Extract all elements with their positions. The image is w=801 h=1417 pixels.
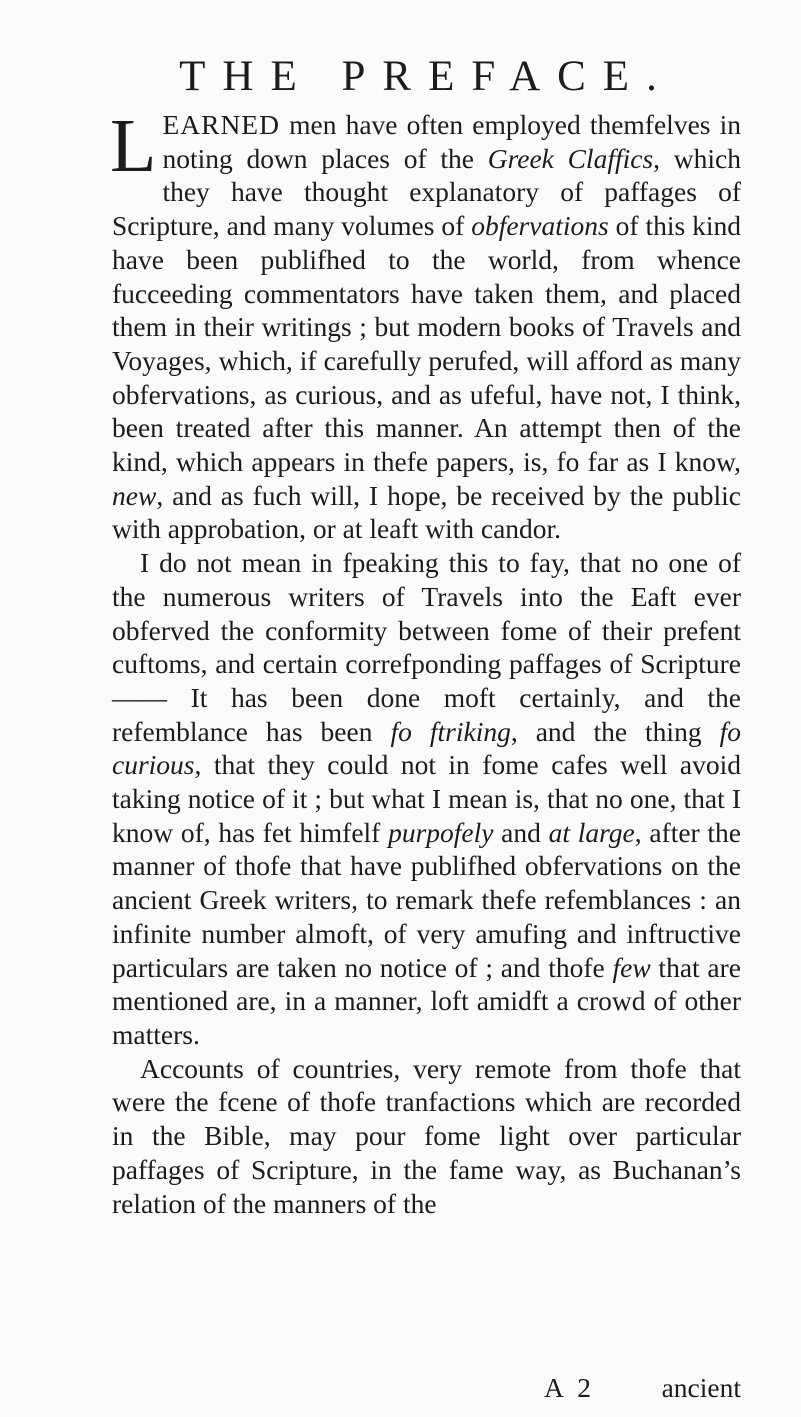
text-run: , and as fuch will, I hope, be received by the public with approbation, or at leaft with candor. [112, 479, 741, 545]
page-heading: THE PREFACE. [179, 53, 674, 100]
opening-word: EARNED [162, 109, 280, 140]
signature-mark: A 2 [544, 1372, 595, 1403]
text-run: , and the thing [510, 715, 720, 747]
paragraph-2 [112, 546, 741, 1052]
text-run: of this kind have been publifhed to the world, from whence fucceeding commentators have taken them, and placed them in their writings ; but modern books of Travels and Voyages, which, if carefully perufed, will afford as many obfervations, as curious, and as ufeful, have not, I think, been treated after this manner. An attempt then of the kind, which appears in thefe papers, is, fo far as I know, [112, 210, 742, 478]
italic-run: Greek Claffics [487, 142, 654, 174]
catchword: ancient [661, 1372, 741, 1403]
italic-run: at large [548, 816, 635, 848]
italic-run: purpofely [388, 816, 494, 848]
text-run: , that they could not in fome cafes well avoid taking notice of it ; but what I mean is, that no one, that I know of, has fet himfelf [112, 749, 741, 848]
text-run: I do not mean in fpeaking this to fay, that no one of the numerous writers of Travels into the Eaft ever obferved the conformity between fome of their prefent cuftoms, and certain correfponding paffages of Scripture —— It has been done moft certainly, and the refemblance has been [112, 547, 741, 747]
paragraph-3 [112, 1052, 741, 1221]
text-run: , which they have thought explanatory of paffages of Scripture, and many volumes of [112, 142, 741, 242]
body-text [110, 104, 742, 1220]
text-run: men have often employed themfelves in noting down places of the [162, 109, 741, 174]
italic-run: obfervations [471, 210, 609, 242]
paragraph-1 [110, 104, 742, 546]
text-run: Accounts of countries, very remote from thofe that were the fcene of thofe tranfactions which are recorded in the Bible, may pour fome light over particular paffages of Scripture, in the fame way, as Buchanan’s relation of the manners of the [112, 1052, 741, 1219]
drop-cap: L [110, 104, 157, 188]
italic-run: fo ftriking [390, 715, 511, 747]
text-run: , after the manner of thofe that have publifhed obfervations on the ancient Greek writers, to remark thefe refemblances : an infinite number almoft, of very amufing and inftructive particulars are taken no notice of ; and thofe [112, 816, 742, 983]
italic-run: fo curious [112, 715, 741, 781]
italic-run: few [612, 951, 651, 983]
italic-run: new [112, 479, 157, 511]
text-run: and [493, 816, 549, 848]
text-run: that are mentioned are, in a manner, loft amidft a crowd of other matters. [112, 951, 741, 1050]
